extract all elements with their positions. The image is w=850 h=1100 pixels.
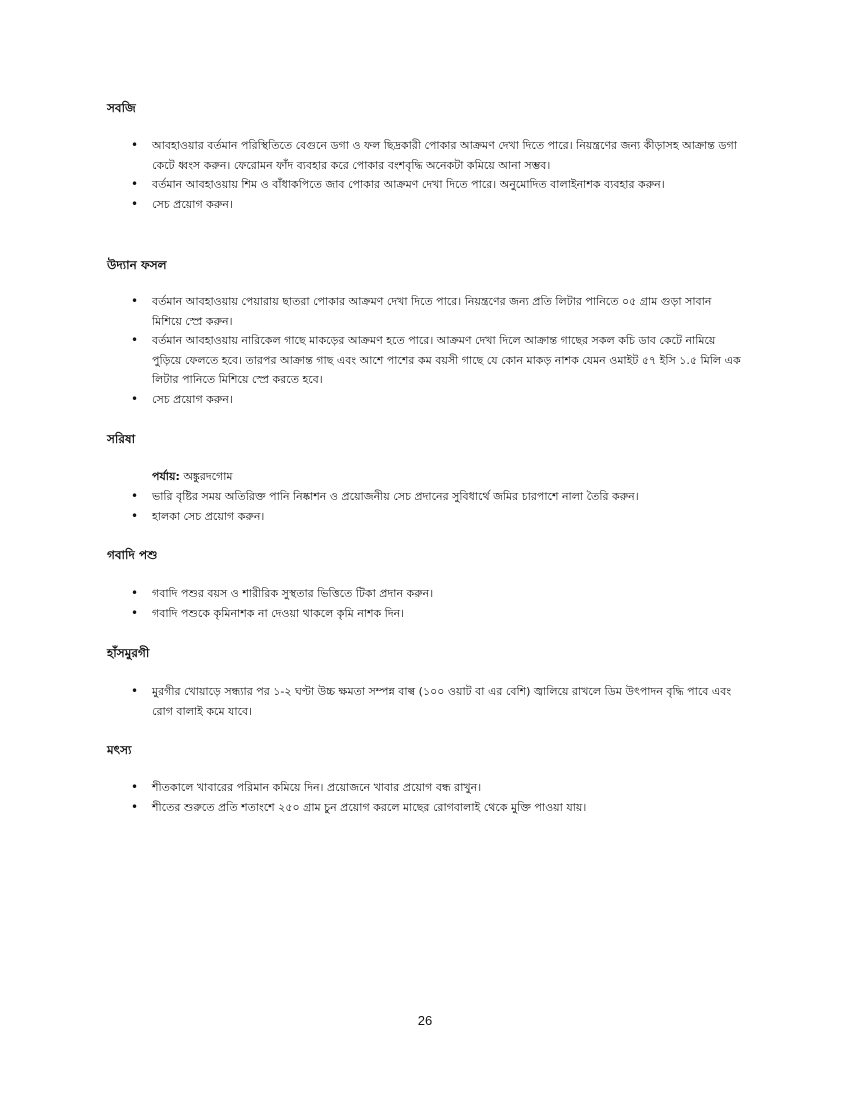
bullet-list — [0, 487, 742, 526]
bullet-icon: • — [131, 196, 139, 211]
list-item — [0, 487, 742, 507]
section-heading: উদ্যান ফসল — [107, 258, 167, 272]
list-item-text: শীতের শুরুতে প্রতি শতাংশে ২৫০ গ্রাম চুন প্রয়োগ করলে মাছের রোগবালাই থেকে মুক্তি পাওয়া যায়। — [152, 800, 587, 814]
bullet-icon: • — [131, 605, 139, 620]
list-item — [0, 778, 742, 798]
list-item-text: গবাদি পশুর বয়স ও শারীরিক সুস্থতার ভিত্তিতে টিকা প্রদান করুন। — [152, 587, 434, 600]
list-item — [0, 604, 742, 624]
list-item-text: শীতকালে খাবারের পরিমান কমিয়ে দিন। প্রয়োজনে খাবার প্রয়োগ বন্ধ রাখুন। — [152, 781, 482, 794]
bullet-icon: • — [131, 177, 139, 191]
list-item-text: সেচ প্রয়োগ করুন। — [152, 392, 233, 406]
page-number: 26 — [417, 1013, 433, 1028]
bullet-icon: • — [131, 138, 139, 152]
list-item-text: বর্তমান আবহাওয়ায় নারিকেল গাছে মাকড়ের আক্রমণ হতে পারে। আক্রমণ দেখা দিলে আক্রান্ত গাছের সকল কচি ডাব কেটে নামিয়ে পুড়িয়ে ফেলতে হবে। তারপর আক্রান্ত গাছ এবং আশে পাশের কম বয়সী গাছে যে কোন মাকড় নাশক যেমন ওমাইট ৫৭ ইসি ১.৫ মিলি এক লিটার পানিতে মিশিয়ে স্প্রে করতে হবে। — [152, 334, 741, 386]
list-item — [0, 136, 742, 175]
list-item — [0, 390, 742, 410]
bullet-icon: • — [131, 489, 139, 503]
list-item — [0, 798, 742, 818]
list-item — [0, 584, 742, 604]
crop-stage — [152, 469, 233, 485]
list-item-text: গবাদি পশুকে কৃমিনাশক না দেওয়া থাকলে কৃমি নাশক দিন। — [152, 606, 405, 620]
bullet-icon: • — [131, 391, 139, 406]
list-item-text: ভারি বৃষ্টির সময় অতিরিক্ত পানি নিষ্কাশন ও প্রয়োজনীয় সেচ প্রদানের সুবিধার্থে জমির চারপাশে নালা তৈরি করুন। — [152, 490, 639, 503]
list-item — [0, 175, 742, 195]
list-item-text: হালকা সেচ প্রয়োগ করুন। — [152, 509, 265, 523]
section-heading: গবাদি পশু — [107, 548, 158, 562]
bullet-icon: • — [131, 294, 139, 308]
list-item-text: বর্তমান আবহাওয়ায় শিম ও বাঁধাকপিতে জাব পোকার আক্রমণ দেখা দিতে পারে। অনুমোদিত বালাইনাশক ব্যবহার করুন। — [152, 178, 665, 191]
list-item-text: আবহাওয়ার বর্তমান পরিস্থিতিতে বেগুনে ডগা ও ফল ছিদ্রকারী পোকার আক্রমণ দেখা দিতে পারে। নিয়ন্ত্রণের জন্য কীড়াসহ আক্রান্ত ডগা কেটে ধ্বংস করুন। ফেরোমন ফাঁদ ব্যবহার করে পোকার বংশবৃদ্ধি অনেকটা কমিয়ে আনা সম্ভব। — [152, 139, 737, 172]
bullet-icon: • — [131, 508, 139, 523]
list-item-text: বর্তমান আবহাওয়ায় পেয়ারায় ছাতরা পোকার আক্রমণ দেখা দিতে পারে। নিয়ন্ত্রণের জন্য প্রতি লিটার পানিতে ০৫ গ্রাম গুড়া সাবান মিশিয়ে স্প্রে করুন। — [152, 295, 712, 328]
bullet-list — [0, 682, 742, 721]
bullet-icon: • — [131, 586, 139, 600]
list-item — [0, 331, 742, 390]
bullet-icon: • — [131, 333, 139, 347]
section-heading: মৎস্য — [107, 743, 132, 757]
section-heading: সরিষা — [107, 432, 136, 446]
crop-stage-label: পর্যায়: — [152, 470, 180, 483]
section-heading: হাঁসমুরগী — [107, 646, 150, 660]
list-item — [0, 682, 742, 721]
bullet-icon: • — [131, 799, 139, 814]
bullet-list — [0, 584, 742, 623]
crop-stage-value: অঙ্কুরদগোম — [179, 470, 233, 483]
list-item — [0, 195, 742, 215]
bullet-icon: • — [131, 780, 139, 794]
bullet-list — [0, 136, 742, 214]
bullet-icon: • — [131, 684, 139, 698]
list-item-text: মুরগীর খোয়াড়ে সন্ধ্যার পর ১-২ ঘণ্টা উচ্চ ক্ষমতা সম্পন্ন বাল্ব (১০০ ওয়াট বা এর বেশি) জ্বালিয়ে রাখলে ডিম উৎপাদন বৃদ্ধি পাবে এবং রোগ বালাই কমে যাবে। — [152, 685, 732, 718]
bullet-list — [0, 292, 742, 409]
list-item — [0, 292, 742, 331]
list-item — [0, 507, 742, 527]
section-heading: সবজি — [107, 101, 136, 115]
bullet-list — [0, 778, 742, 817]
list-item-text: সেচ প্রয়োগ করুন। — [152, 197, 233, 211]
